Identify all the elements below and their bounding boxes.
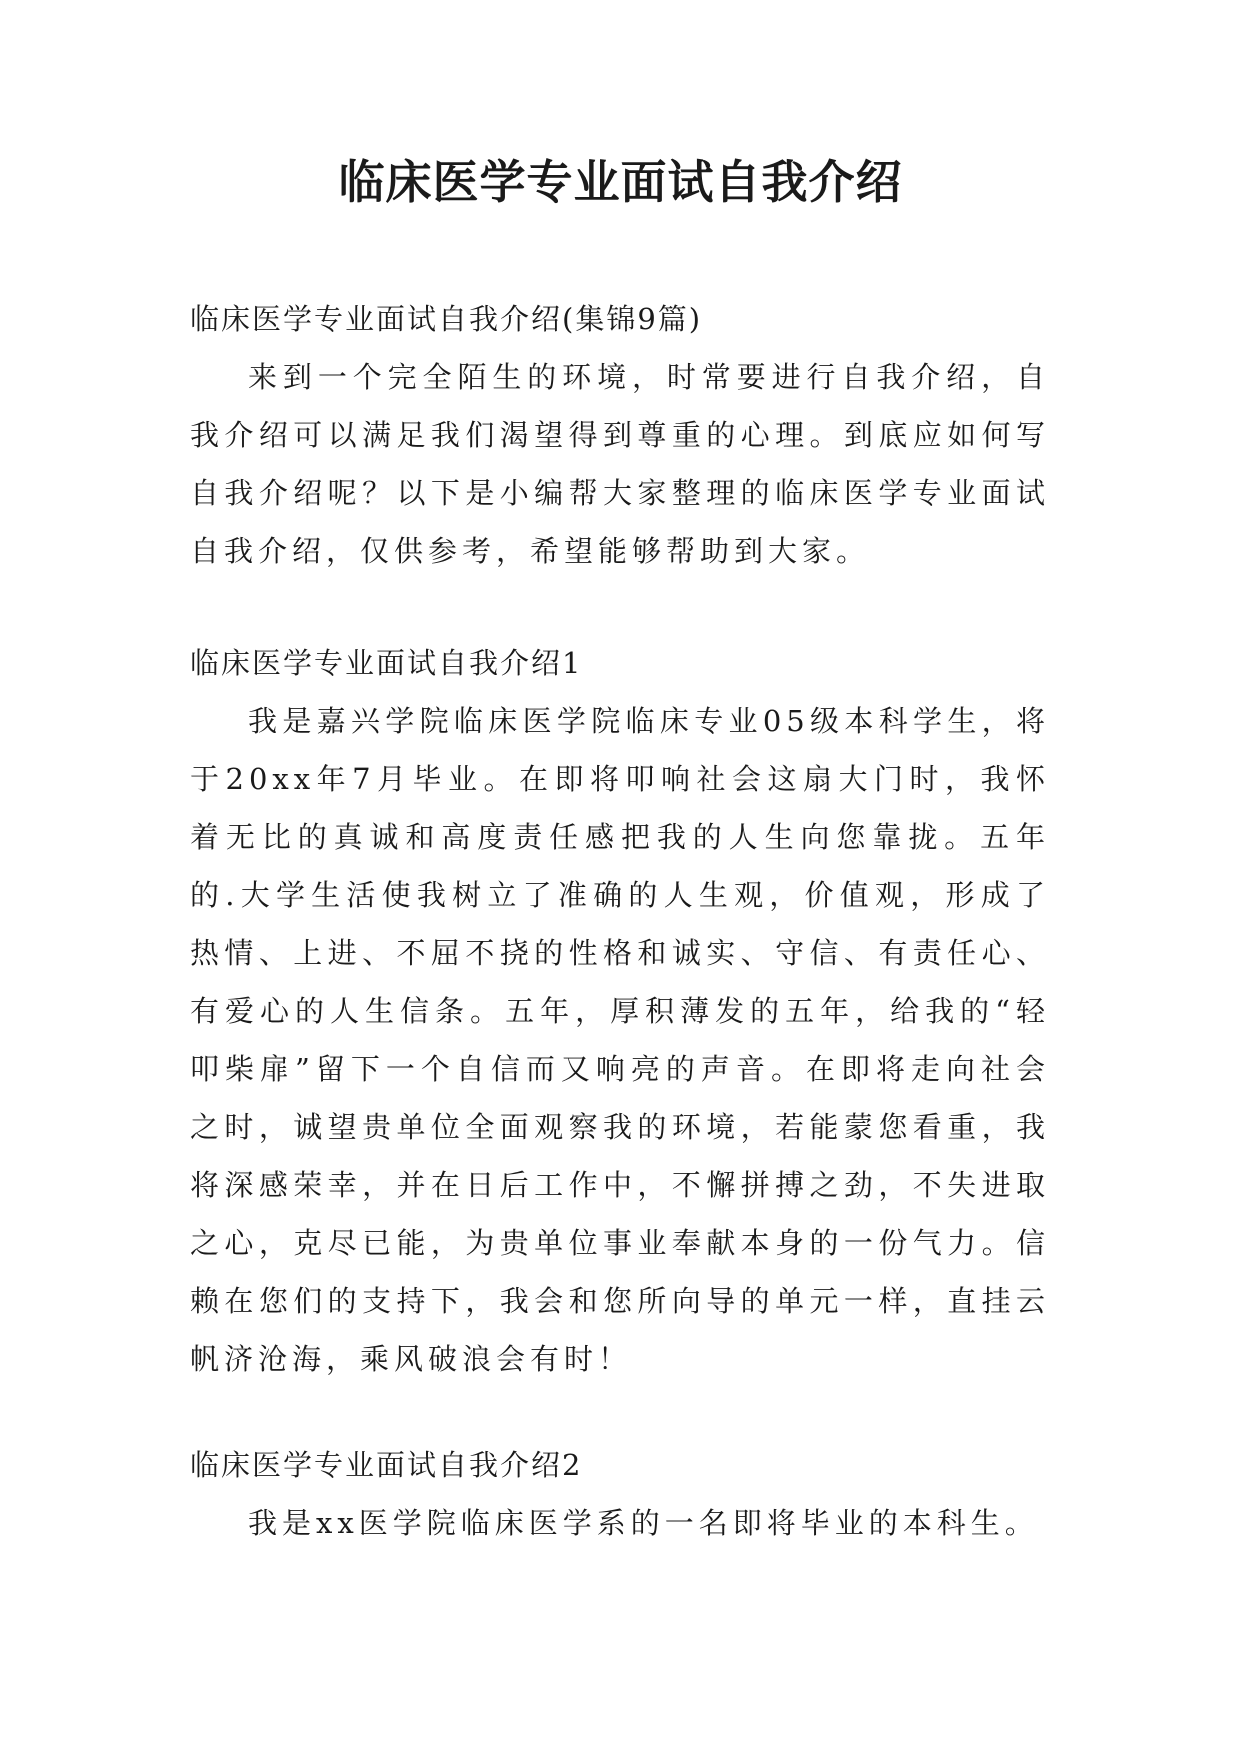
collection-subtitle: 临床医学专业面试自我介绍(集锦9篇) bbox=[190, 302, 703, 336]
section-spacer bbox=[190, 580, 1050, 634]
section-heading-1: 临床医学专业面试自我介绍1 bbox=[190, 646, 583, 680]
section-body-2: 我是xx医学院临床医学系的一名即将毕业的本科生。 bbox=[248, 1506, 1039, 1540]
section-body-1: 我是嘉兴学院临床医学院临床专业05级本科学生，将于20xx年7月毕业。在即将叩响社会这扇大门时，我怀着无比的真诚和高度责任感把我的人生向您靠拢。五年的.大学生活使我树立了准确的人生观，价值观，形成了热情、上进、不屈不挠的性格和诚实、守信、有责任心、有爱心的人生信条。五年，厚积薄发的五年，给我的“轻叩柴扉”留下一个自信而又响亮的声音。在即将走向社会之时，诚望贵单位全面观察我的环境，若能蒙您看重，我将深感荣幸，并在日后工作中，不懈拼搏之劲，不失进取之心，克尽已能，为贵单位事业奉献本身的一份气力。信赖在您们的支持下，我会和您所向导的单元一样，直挂云帆济沧海，乘风破浪会有时！ bbox=[190, 704, 1050, 1376]
section-heading-2: 临床医学专业面试自我介绍2 bbox=[190, 1448, 583, 1482]
document-body bbox=[190, 290, 1050, 1552]
section-spacer bbox=[190, 1388, 1050, 1436]
document-title: 临床医学专业面试自我介绍 bbox=[338, 155, 903, 209]
intro-paragraph: 来到一个完全陌生的环境，时常要进行自我介绍，自我介绍可以满足我们渴望得到尊重的心理。到底应如何写自我介绍呢？以下是小编帮大家整理的临床医学专业面试自我介绍，仅供参考，希望能够帮助到大家。 bbox=[190, 360, 1050, 568]
